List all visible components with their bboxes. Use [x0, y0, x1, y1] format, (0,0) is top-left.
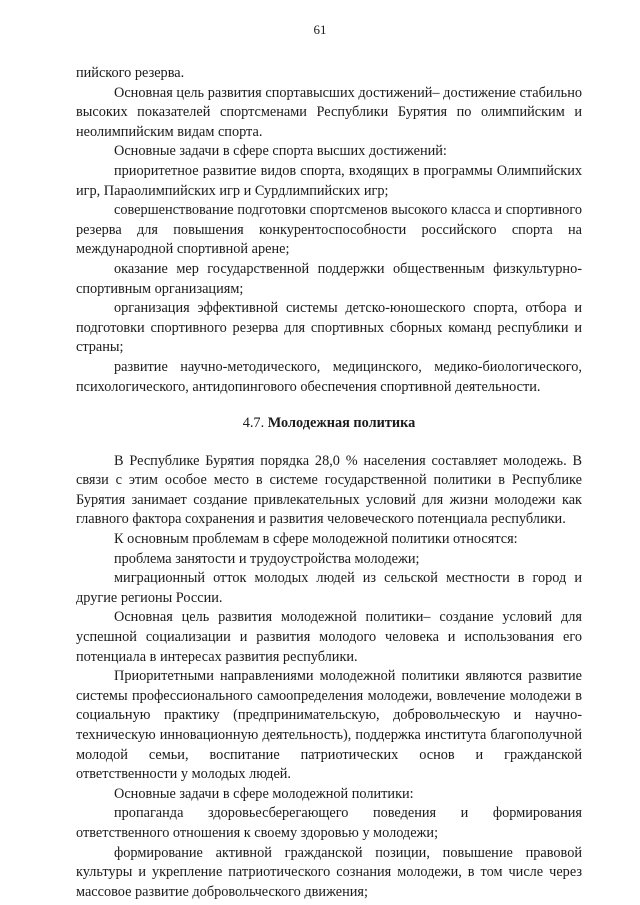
- list-item: формирование активной гражданской позиции, повышение правовой культуры и укрепление патриотического сознания молодежи, в том числе через массовое развитие добровольческого движения;: [76, 844, 582, 900]
- paragraph: В Республике Бурятия порядка 28,0 % населения составляет молодежь. В связи с этим особое место в системе государственной политики в Республике Бурятия занимает создание привлекательных условий для жизни молодежи как главного фактора сохранения и развития человеческого потенциала республики.: [76, 452, 582, 528]
- list-item: проблема занятости и трудоустройства молодежи;: [114, 550, 420, 567]
- paragraph: Основные задачи в сфере молодежной политики:: [114, 785, 414, 802]
- list-item: миграционный отток молодых людей из сельской местности в город и другие регионы России.: [76, 570, 582, 606]
- section-number: 4.7.: [242, 415, 265, 432]
- paragraph: К основным проблемам в сфере молодежной политики относятся:: [114, 531, 518, 548]
- paragraph: пийского резерва.: [76, 65, 185, 81]
- paragraph: Основные задачи в сфере спорта высших достижений:: [114, 143, 447, 160]
- page-number: 61: [313, 22, 327, 37]
- section-title: Молодежная политика: [267, 415, 416, 432]
- list-item: развитие научно-методического, медицинского, медико-биологического, психологического, антидопингового обеспечения спортивной деятельности.: [76, 358, 582, 395]
- paragraph: Приоритетными направлениями молодежной политики являются развитие системы профессионального самоопределения молодежи, вовлечение молодежи в социальную практику (предпринимательскую, добровольческую и научно-техническую инновационную деятельность), поддержка института благополучной молодой семьи, воспитание патриотических основ и гражданской ответственности у молодых людей.: [76, 668, 582, 783]
- body-text: [76, 64, 582, 902]
- paragraph: Основная цель развития спортавысших достижений– достижение стабильно высоких показателей спортсменами Республики Бурятия по олимпийским и неолимпийским видам спорта.: [76, 84, 582, 140]
- section-heading: [76, 414, 582, 434]
- paragraph: Основная цель развития молодежной политики– создание условий для успешной социализации и развития молодого человека и использования его потенциала в интересах развития республики.: [76, 609, 582, 665]
- list-item: пропаганда здоровьесберегающего поведения и формирования ответственного отношения к своему здоровью у молодежи;: [76, 805, 582, 841]
- list-item: совершенствование подготовки спортсменов высокого класса и спортивного резерва для повышения конкурентоспособности российского спорта на международной спортивной арене;: [76, 202, 582, 258]
- list-item: организация эффективной системы детско-юношеского спорта, отбора и подготовки спортивного резерва для спортивных сборных команд республики и страны;: [76, 300, 582, 356]
- list-item: оказание мер государственной поддержки общественным физкультурно-спортивным организациям;: [76, 260, 582, 297]
- list-item: приоритетное развитие видов спорта, входящих в программы Олимпийских игр, Параолимпийских игр и Сурдлимпийских игр;: [76, 162, 582, 199]
